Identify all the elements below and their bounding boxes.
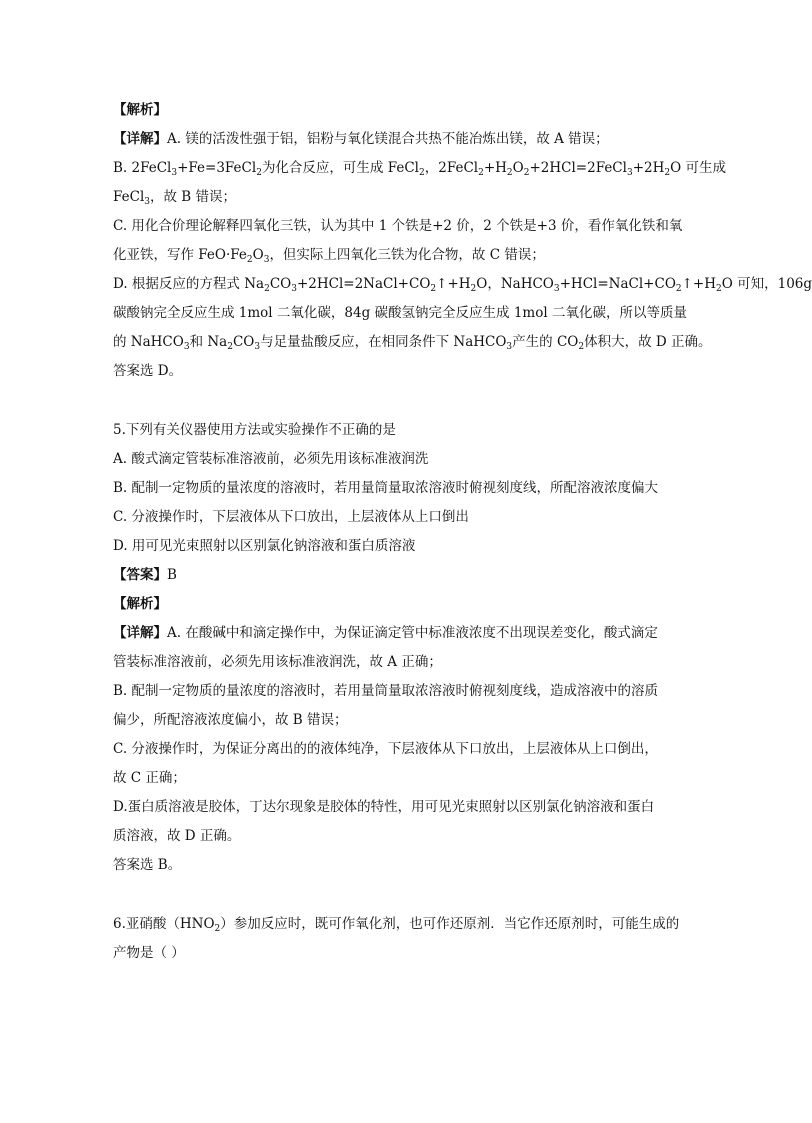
question-5-detail-line-d: D.蛋白质溶液是胶体，丁达尔现象是胶体的特性，用可见光束照射以区别氯化钠溶液和蛋白: [113, 799, 655, 815]
question-5-detail-line-c-cont: 故 C 正确；: [113, 770, 186, 786]
question-5-option-b: B. 配制一定物质的量浓度的溶液时，若用量筒量取浓溶液时俯视刻度线，所配溶液浓度偏大: [113, 480, 659, 496]
detail-label: 【详解】: [113, 131, 167, 147]
detail-line-c: C. 用化合价理论解释四氧化三铁，认为其中 1 个铁是+2 价，2 个铁是+3 价，看作氧化铁和氧: [113, 218, 683, 234]
answer-line: 答案选 D。: [113, 363, 183, 379]
detail-line-a: 【详解】A. 镁的活泼性强于铝，铝粉与氧化镁混合共热不能冶炼出镁，故 A 错误；: [113, 131, 609, 147]
detail-line-b: B. 2FeCl$_3$+Fe=3FeCl$_2$为化合反应，可生成 FeCl$_2$，$2FeCl_2+H_2O_2+2HCl=2FeCl_3+2H_2O$ 可生成: [113, 160, 726, 178]
question-6-stem: 6.亚硝酸$(HNO_2)$参加反应时，既可作氧化剂，也可作还原剂．当它作还原剂时，可能生成的: [113, 916, 680, 934]
analysis-heading: 【解析】: [113, 102, 167, 118]
detail-label: 【详解】: [113, 625, 167, 641]
question-6-stem-cont: 产物是（ ）: [113, 945, 185, 961]
question-5-analysis-heading: 【解析】: [113, 596, 167, 612]
document-page: [113, 96, 812, 968]
detail-text: A. 在酸碱中和滴定操作中，为保证滴定管中标准液浓度不出现误差变化，酸式滴定: [167, 625, 658, 641]
detail-line-c-cont: 化亚铁，写作 $FeO\cdot Fe_2O_3$，但实际上四氧化三铁为化合物，故 C 错误；: [113, 247, 545, 265]
question-5-option-c: C. 分液操作时，下层液体从下口放出，上层液体从上口倒出: [113, 509, 469, 525]
detail-line-b-cont: FeCl$_3$，故 B 错误；: [113, 189, 237, 207]
detail-line-d-cont-2: 的 NaHCO$_3$和 $Na_2CO_3$与足量盐酸反应，在相同条件下 NaHCO$_3$产生的 $CO_2$体积大，故 D 正确。: [113, 334, 712, 352]
question-5-detail-line-b-cont: 偏少，所配溶液浓度偏小，故 B 错误；: [113, 712, 348, 728]
question-5-detail-line-d-cont: 质溶液，故 D 正确。: [113, 828, 241, 844]
answer-label: 【答案】: [113, 567, 167, 583]
question-5-detail-line-c: C. 分液操作时，为保证分离出的的液体纯净，下层液体从下口放出，上层液体从上口倒出，: [113, 741, 658, 757]
question-5-answer: [113, 561, 685, 590]
question-5-stem: 5.下列有关仪器使用方法或实验操作不正确的是: [113, 422, 396, 438]
question-5-detail-line-b: B. 配制一定物质的量浓度的溶液时，若用量筒量取浓溶液时俯视刻度线，造成溶液中的溶质: [113, 683, 659, 699]
detail-line-d: D. 根据反应的方程式 $Na_2CO_3+2HCl=2NaCl+CO_2↑+H_2O$，$NaHCO_3+HCl=NaCl+CO_2↑+H_2O$ 可知，106g: [113, 276, 812, 294]
question-5-detail-line-a: [113, 619, 685, 648]
answer-value: B: [167, 567, 177, 583]
question-5-detail-line-a-cont: 管装标准溶液前，必须先用该标准液润洗，故 A 正确；: [113, 654, 442, 670]
question-5-option-a: A. 酸式滴定管装标准溶液前，必须先用该标准液润洗: [113, 451, 429, 467]
question-5-option-d: D. 用可见光束照射以区别氯化钠溶液和蛋白质溶液: [113, 538, 416, 554]
detail-line-d-cont-1: 碳酸钠完全反应生成 1mol 二氧化碳，84g 碳酸氢钠完全反应生成 1mol 二氧化碳，所以等质量: [113, 305, 687, 321]
question-5-answer-line: 答案选 B。: [113, 857, 182, 873]
